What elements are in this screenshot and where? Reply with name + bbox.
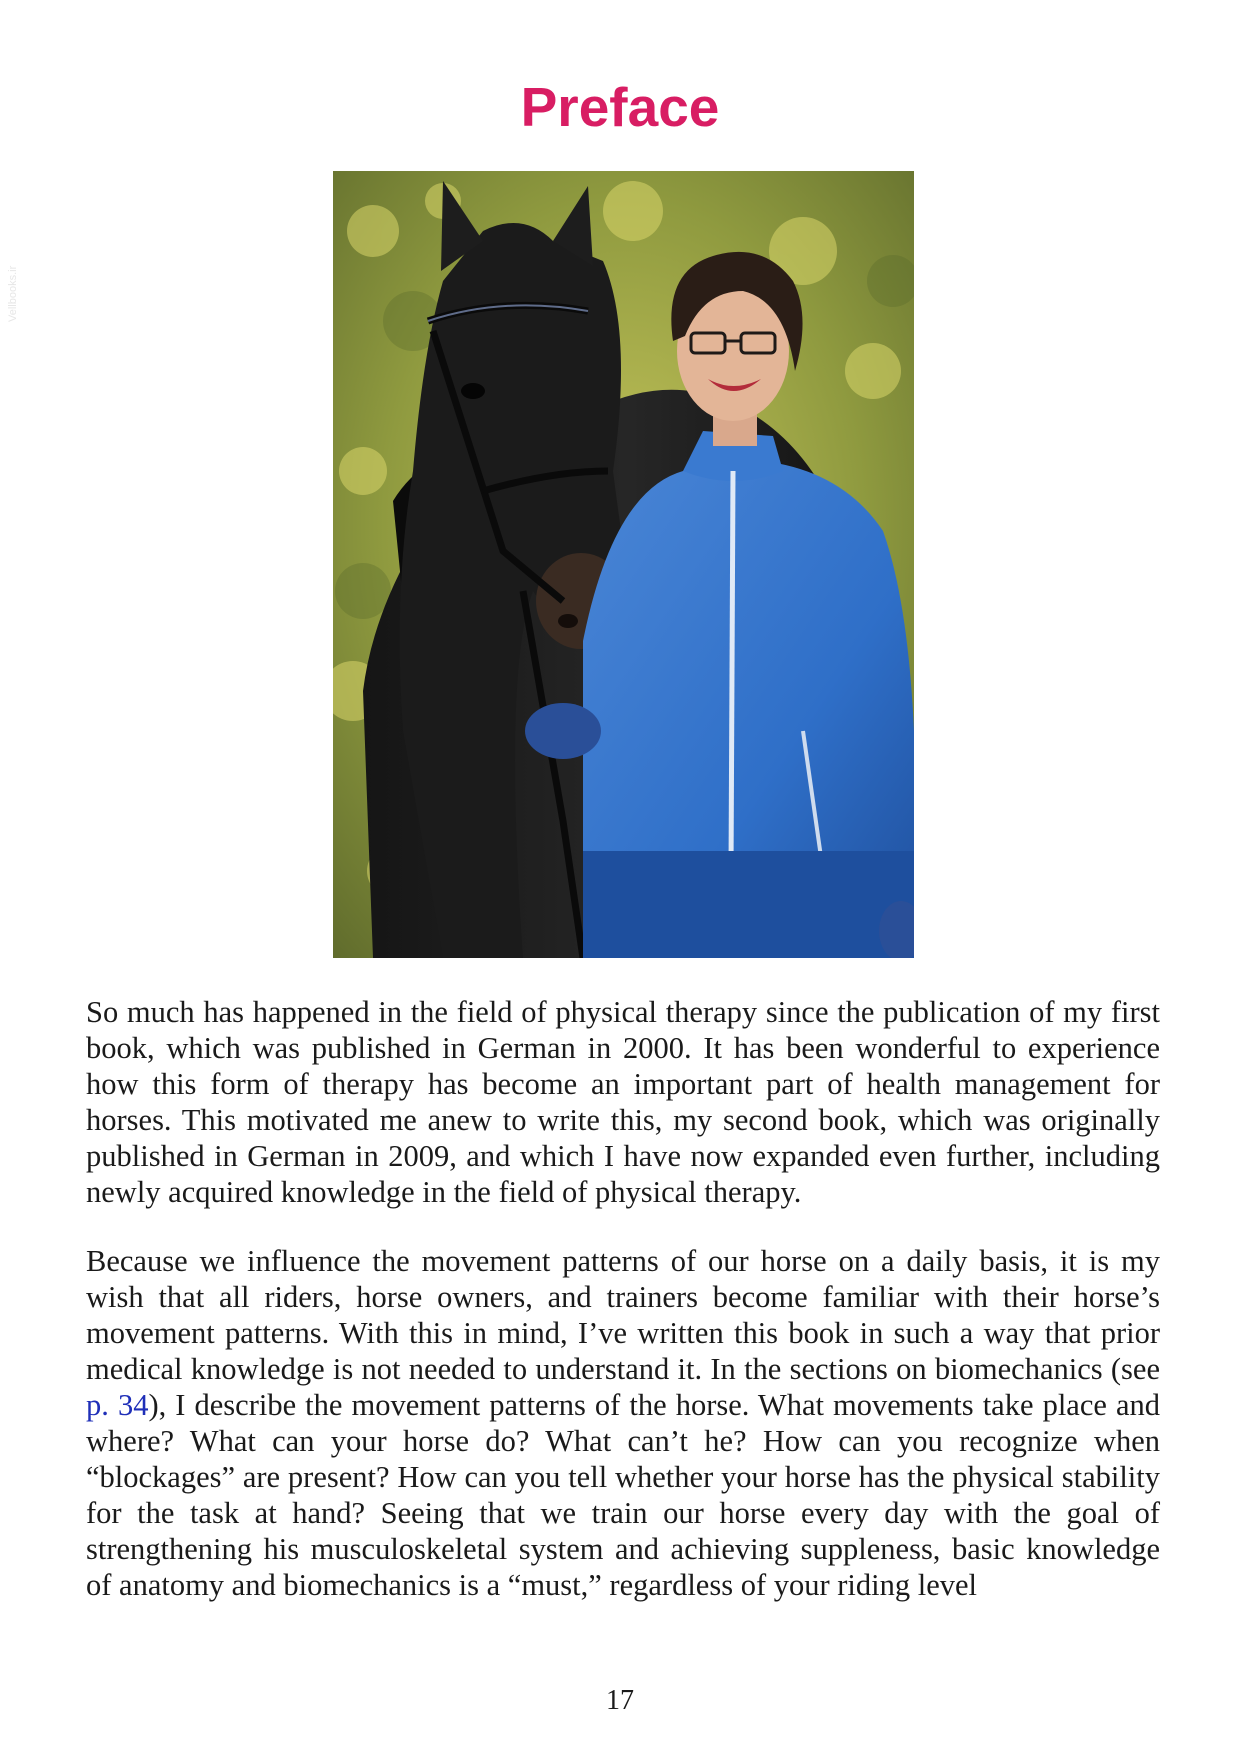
paragraph-2	[86, 1243, 1160, 1603]
page-title: Preface	[520, 76, 720, 138]
paragraph-1: So much has happened in the field of physical therapy since the publication of my first book, which was published in German in 2000. It has been wonderful to experience how this form of therapy has become an important part of health management for horses. This motivated me anew to write this, my second book, which was originally published in German in 2009, and which I have now expanded even further, including newly acquired knowledge in the field of physical therapy.	[86, 995, 1160, 1209]
page-number: 17	[606, 1685, 634, 1716]
watermark	[4, 244, 22, 324]
paragraph-2-text-after-link: ), I describe the movement patterns of the horse. What movements take place and where? What can your horse do? What can’t he? How can you recognize when “blockages” are present? How can you tell whether your horse has the physical stability for the task at hand? Seeing that we train our horse every day with the goal of strengthening his musculoskeletal system and achieving suppleness, basic knowledge of anatomy and biomechanics is a “must,” regardless of your riding level	[86, 1388, 1160, 1602]
paragraph-2-text-before-link: Because we influence the movement patterns of our horse on a daily basis, it is my wish that all riders, horse owners, and trainers become familiar with their horse’s movement patterns. With this in mind, I’ve written this book in such a way that prior medical knowledge is not needed to understand it. In the sections on biomechanics (see	[86, 1244, 1160, 1386]
watermark-text: Vellbooks.ir	[7, 265, 19, 322]
horse-and-woman-photo	[333, 171, 914, 958]
page-reference-link[interactable]: p. 34	[86, 1388, 149, 1422]
